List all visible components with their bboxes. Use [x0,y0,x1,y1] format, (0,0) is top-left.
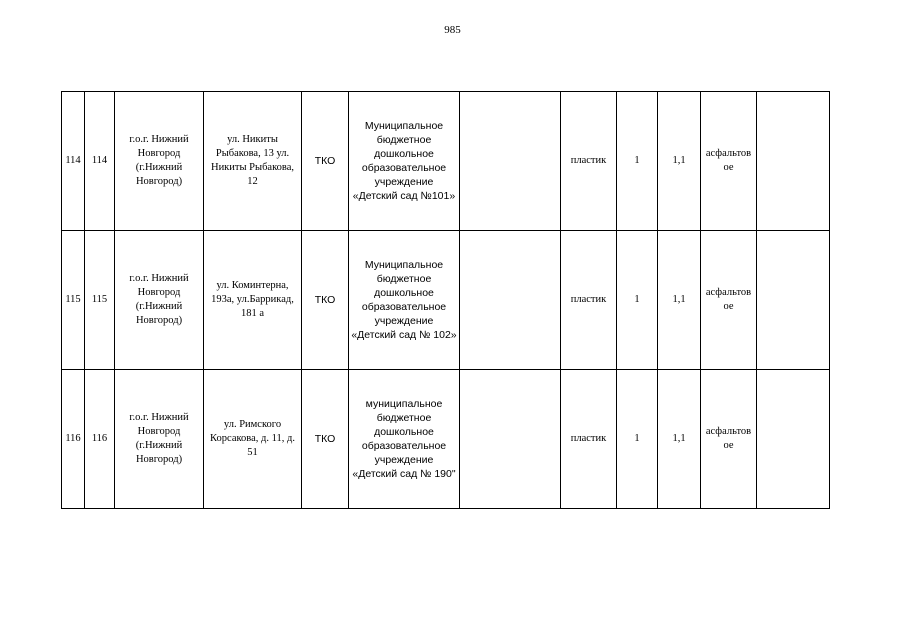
locality-cell: г.о.г. Нижний Новгород (г.Нижний Новгород) [115,92,204,231]
empty-cell [460,92,561,231]
address-cell: ул. Никиты Рыбакова, 13 ул. Никиты Рыбакова, 12 [204,92,302,231]
empty-cell [460,231,561,370]
surface-cell: асфальтов ое [701,231,757,370]
row-id-cell: 115 [85,231,115,370]
row-id-cell: 116 [85,370,115,509]
empty-cell [460,370,561,509]
address-cell: ул. Коминтерна, 193а, ул.Баррикад, 181 а [204,231,302,370]
surface-cell: асфальтов ое [701,370,757,509]
organization-cell: муниципальное бюджетное дошкольное образовательное учреждение «Детский сад № 190" [349,370,460,509]
locality-cell: г.о.г. Нижний Новгород (г.Нижний Новгород) [115,370,204,509]
row-id-cell: 114 [85,92,115,231]
table-row [62,231,830,370]
material-cell: пластик [561,231,617,370]
container-count-cell: 1 [617,231,658,370]
container-count-cell: 1 [617,92,658,231]
empty-cell [757,370,830,509]
page-number: 985 [444,24,461,36]
locality-cell: г.о.г. Нижний Новгород (г.Нижний Новгород) [115,231,204,370]
registry-table [61,91,830,509]
table-row [62,92,830,231]
waste-type-cell: ТКО [302,231,349,370]
waste-type-cell: ТКО [302,92,349,231]
container-count-cell: 1 [617,370,658,509]
surface-cell: асфальтов ое [701,92,757,231]
address-cell: ул. Римского Корсакова, д. 11, д. 51 [204,370,302,509]
volume-cell: 1,1 [658,370,701,509]
empty-cell [757,92,830,231]
material-cell: пластик [561,370,617,509]
volume-cell: 1,1 [658,92,701,231]
material-cell: пластик [561,92,617,231]
empty-cell [757,231,830,370]
waste-type-cell: ТКО [302,370,349,509]
volume-cell: 1,1 [658,231,701,370]
row-number-cell: 114 [62,92,85,231]
organization-cell: Муниципальное бюджетное дошкольное образовательное учреждение «Детский сад № 102» [349,231,460,370]
organization-cell: Муниципальное бюджетное дошкольное образовательное учреждение «Детский сад №101» [349,92,460,231]
row-number-cell: 115 [62,231,85,370]
row-number-cell: 116 [62,370,85,509]
table-row [62,370,830,509]
